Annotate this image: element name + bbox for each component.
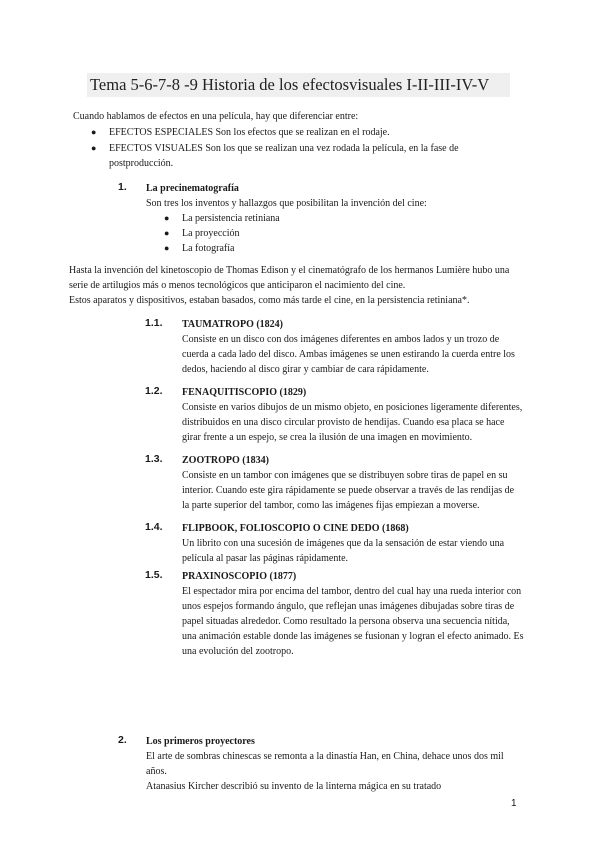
section-line: años. bbox=[146, 766, 167, 777]
subsection-title: ZOOTROPO (1834) bbox=[182, 455, 269, 466]
subsection-line: unos espejos formando ángulo, que reflejan unas imágenes dibujadas sobre tiras de bbox=[182, 601, 515, 612]
subsection-line: una evolución del zootropo. bbox=[182, 646, 294, 657]
subsection-line: Consiste en un tambor con imágenes que se distribuyen sobre tiras de papel en su bbox=[182, 470, 508, 481]
list-item: La fotografía bbox=[182, 243, 235, 254]
bullet-efectos-visuales: EFECTOS VISUALES Son los que se realizan una vez rodada la película, en la fase de bbox=[109, 143, 459, 154]
subsection-title: TAUMATROPO (1824) bbox=[182, 319, 284, 330]
subsection-line: dedos, haciendo al disco girar y cambiar de cara rápidamente. bbox=[182, 364, 429, 375]
subsection-number: 1.3. bbox=[145, 453, 163, 465]
bullet-dot-icon: ● bbox=[91, 143, 97, 153]
section-title: Los primeros proyectores bbox=[146, 736, 255, 747]
list-item: La proyección bbox=[182, 228, 240, 239]
history-paragraph-line: serie de artilugios más o menos tecnológicos que anticiparon el nacimiento del cine. bbox=[69, 280, 406, 291]
subsection-line: papel situadas alrededor. Como resultado la persona observa una secuencia nítida, bbox=[182, 616, 510, 627]
subsection-line: la parte superior del tambor, como las imágenes fijas empiezan a moverse. bbox=[182, 500, 480, 511]
page-number: 1 bbox=[511, 798, 517, 809]
subsection-number: 1.5. bbox=[145, 569, 163, 581]
section-line: El arte de sombras chinescas se remonta a la dinastía Han, en China, dehace unos dos mil bbox=[146, 751, 504, 762]
section-lead: Son tres los inventos y hallazgos que posibilitan la invención del cine: bbox=[146, 198, 427, 209]
section-number: 2. bbox=[118, 734, 127, 746]
subsection-line: Consiste en varios dibujos de un mismo objeto, en posiciones ligeramente diferentes, bbox=[182, 402, 523, 413]
history-paragraph-line: Estos aparatos y dispositivos, estaban basados, como más tarde el cine, en la persistencia retiniana*. bbox=[69, 295, 470, 306]
subsection-line: distribuidos en una disco circular provisto de hendijas. Cuando esa placa se hace bbox=[182, 417, 505, 428]
subsection-title: FLIPBOOK, FOLIOSCOPIO O CINE DEDO (1868) bbox=[182, 523, 409, 534]
bullet-dot-icon: ● bbox=[164, 228, 170, 238]
subsection-title: PRAXINOSCOPIO (1877) bbox=[182, 571, 297, 582]
section-number: 1. bbox=[118, 181, 127, 193]
subsection-number: 1.2. bbox=[145, 385, 163, 397]
subsection-line: Consiste en un disco con dos imágenes diferentes en ambos lados y un trozo de bbox=[182, 334, 500, 345]
subsection-line: El espectador mira por encima del tambor, dentro del cual hay una rueda interior con bbox=[182, 586, 522, 597]
document-title: Tema 5-6-7-8 -9 Historia de los efectosvisuales I-II-III-IV-V bbox=[90, 75, 490, 94]
section-line: Atanasius Kircher describió su invento de la linterna mágica en su tratado bbox=[146, 781, 442, 792]
subsection-number: 1.4. bbox=[145, 521, 163, 533]
subsection-line: una animación estable donde las imágenes se fusionan y logran el efecto animado. Es bbox=[182, 631, 524, 642]
section-title: La precinematografía bbox=[146, 183, 239, 194]
bullet-efectos-especiales: EFECTOS ESPECIALES Son los efectos que se realizan en el rodaje. bbox=[109, 127, 390, 138]
subsection-line: interior. Cuando este gira rápidamente se puede observar a través de las rendijas de bbox=[182, 485, 515, 496]
subsection-line: cuerda a cada lado del disco. Ambas imágenes se unen estirando la cuerda entre los bbox=[182, 349, 515, 360]
intro-text: Cuando hablamos de efectos en una película, hay que diferenciar entre: bbox=[73, 111, 359, 122]
bullet-efectos-visuales-cont: postproducción. bbox=[109, 158, 174, 169]
subsection-title: FENAQUITISCOPIO (1829) bbox=[182, 387, 307, 398]
bullet-dot-icon: ● bbox=[164, 243, 170, 253]
subsection-line: película al pasar las páginas rápidamente. bbox=[182, 553, 349, 564]
bullet-dot-icon: ● bbox=[91, 127, 97, 137]
subsection-number: 1.1. bbox=[145, 317, 163, 329]
subsection-line: Un librito con una sucesión de imágenes que da la sensación de estar viendo una bbox=[182, 538, 505, 549]
history-paragraph-line: Hasta la invención del kinetoscopio de Thomas Edison y el cinematógrafo de los hermanos Lumière hubo una bbox=[69, 265, 510, 276]
list-item: La persistencia retiniana bbox=[182, 213, 280, 224]
subsection-line: girar frente a un espejo, se crea la ilusión de una imagen en movimiento. bbox=[182, 432, 473, 443]
bullet-dot-icon: ● bbox=[164, 213, 170, 223]
